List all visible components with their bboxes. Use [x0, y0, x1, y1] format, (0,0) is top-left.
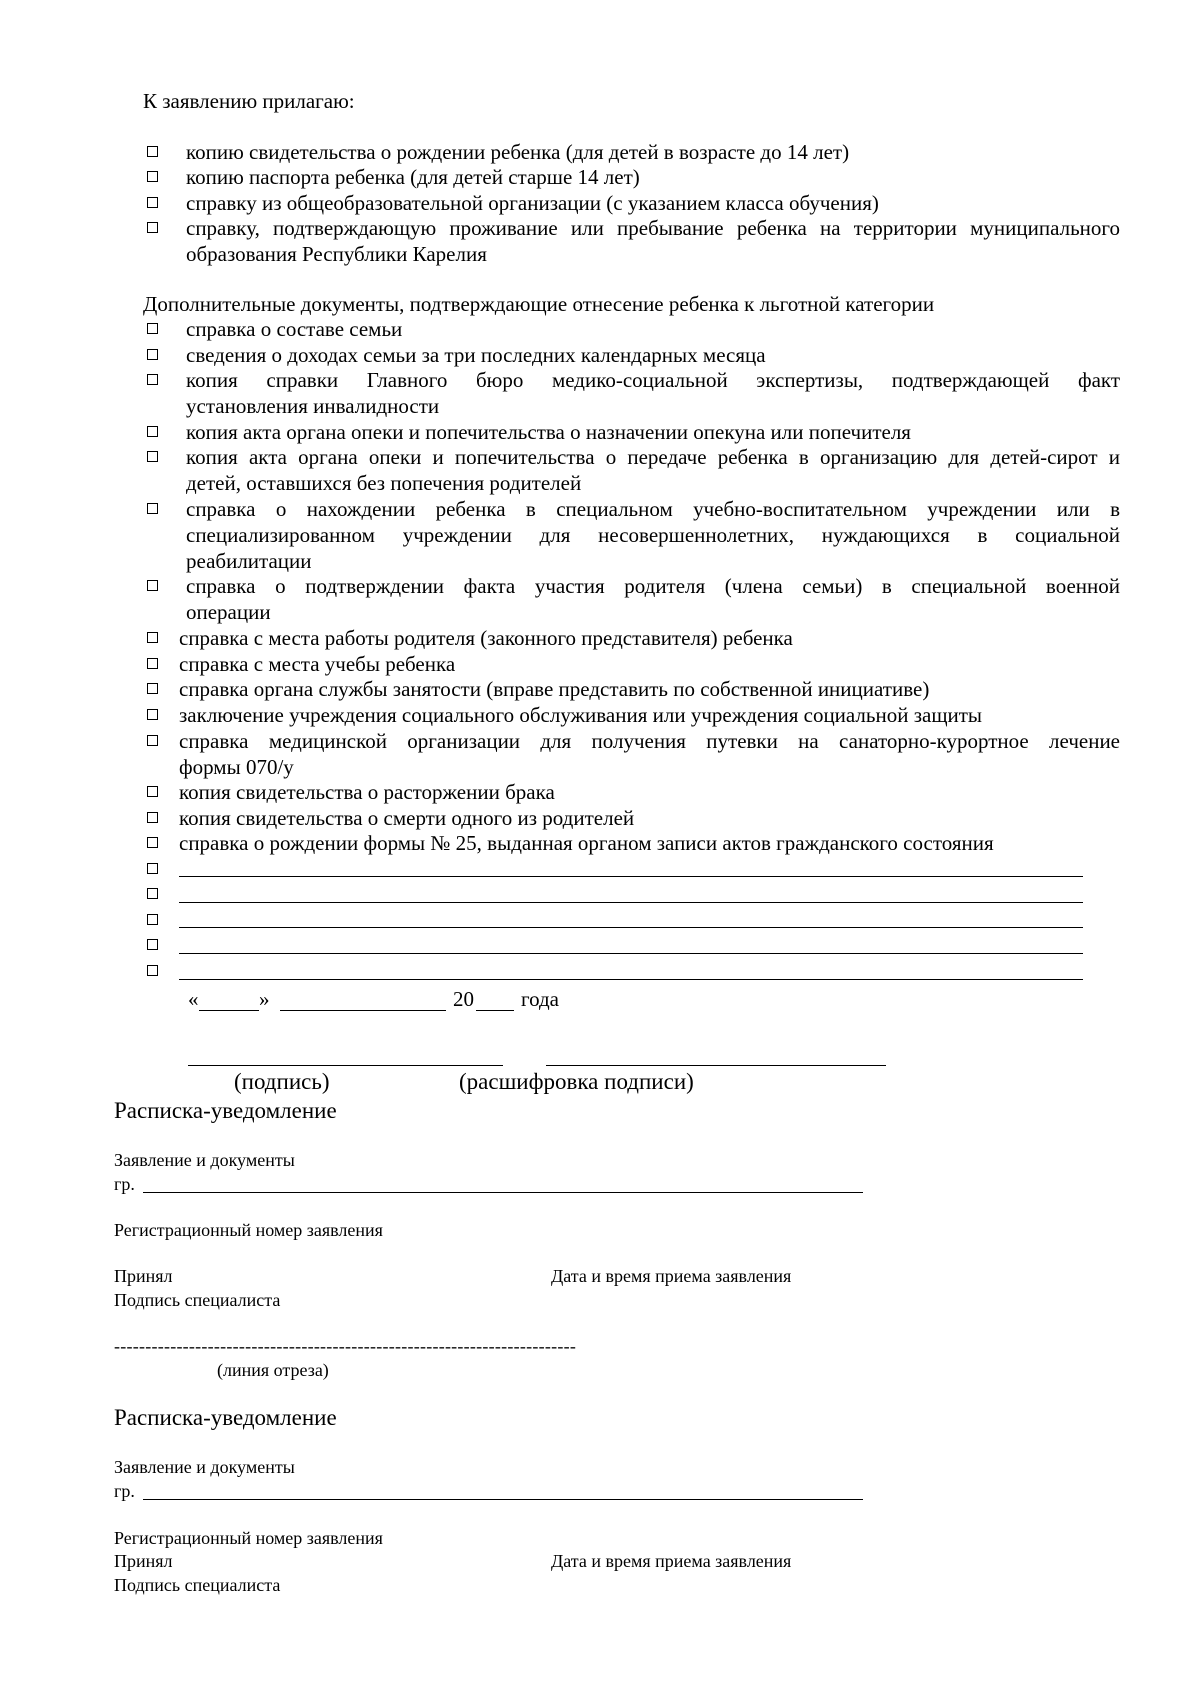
receipt2-accepted-label: Принял — [114, 1551, 173, 1571]
checkbox-parent-work[interactable] — [147, 632, 158, 643]
item-family-composition: справка о составе семьи — [186, 317, 403, 341]
item-family-income: сведения о доходах семьи за три последних календарных месяца — [186, 343, 766, 367]
item-military-operation-line2: операции — [186, 600, 271, 624]
item-military-operation-line1: справка о подтверждении факта участия родителя (члена семьи) в специальной военной — [186, 574, 1120, 598]
checkbox-death-certificate[interactable] — [147, 812, 158, 823]
blank-line-3[interactable] — [179, 927, 1083, 928]
date-close-quote: » — [259, 987, 270, 1011]
item-special-institution-line1: справка о нахождении ребенка в специальном учебно-воспитательном учреждении или в — [186, 497, 1120, 521]
item-orphan-transfer-act-line2: детей, оставшихся без попечения родителей — [186, 471, 582, 495]
item-residence-certificate-line1: справку, подтверждающую проживание или пребывание ребенка на территории муниципального — [186, 216, 1120, 240]
checkbox-blank-3[interactable] — [147, 914, 158, 925]
checkbox-medical-certificate[interactable] — [147, 735, 158, 746]
date-year-suffix: года — [521, 987, 559, 1011]
checkbox-family-composition[interactable] — [147, 323, 158, 334]
checkbox-blank-2[interactable] — [147, 888, 158, 899]
blank-line-1[interactable] — [179, 876, 1083, 877]
checkbox-blank-1[interactable] — [147, 863, 158, 874]
date-day-blank[interactable] — [199, 1010, 259, 1011]
receipt2-gr-label: гр. — [114, 1481, 135, 1501]
item-parent-work: справка с места работы родителя (законного представителя) ребенка — [179, 626, 793, 650]
blank-line-2[interactable] — [179, 902, 1083, 903]
item-medical-certificate-line1: справка медицинской организации для получения путевки на санаторно-курортное лечение — [179, 729, 1120, 753]
item-residence-certificate-line2: образования Республики Карелия — [186, 242, 487, 266]
receipt-docs-label: Заявление и документы — [114, 1150, 295, 1170]
item-orphan-transfer-act-line1: копия акта органа опеки и попечительства о передаче ребенка в организацию для детей-сирот и — [186, 445, 1120, 469]
item-child-study: справка с места учебы ребенка — [179, 652, 456, 676]
checkbox-birth-certificate[interactable] — [147, 146, 158, 157]
receipt2-docs-label: Заявление и документы — [114, 1457, 295, 1477]
item-employment-service: справка органа службы занятости (вправе представить по собственной инициативе) — [179, 677, 930, 701]
item-disability-certificate-line2: установления инвалидности — [186, 394, 440, 418]
date-month-blank[interactable] — [280, 1010, 446, 1011]
checkbox-child-study[interactable] — [147, 658, 158, 669]
checkbox-divorce-certificate[interactable] — [147, 786, 158, 797]
receipt2-datetime-label: Дата и время приема заявления — [551, 1551, 792, 1571]
checkbox-orphan-transfer-act[interactable] — [147, 451, 158, 462]
date-year-blank[interactable] — [476, 1010, 514, 1011]
checkbox-residence-certificate[interactable] — [147, 222, 158, 233]
checkbox-employment-service[interactable] — [147, 683, 158, 694]
item-special-institution-line2: специализированном учреждении для несовершеннолетних, нуждающихся в социальной — [186, 523, 1120, 547]
date-year-prefix: 20 — [453, 987, 474, 1011]
signature-line[interactable] — [188, 1065, 503, 1066]
item-birth-form-25: справка о рождении формы № 25, выданная органом записи актов гражданского состояния — [179, 831, 994, 855]
checkbox-passport[interactable] — [147, 171, 158, 182]
item-death-certificate: копия свидетельства о смерти одного из родителей — [179, 806, 635, 830]
signature-decode-label: (расшифровка подписи) — [459, 1069, 694, 1094]
item-birth-certificate: копию свидетельства о рождении ребенка (для детей в возрасте до 14 лет) — [186, 140, 850, 164]
checkbox-social-service-conclusion[interactable] — [147, 709, 158, 720]
receipt-title: Расписка-уведомление — [114, 1098, 337, 1123]
receipt-reg-label: Регистрационный номер заявления — [114, 1220, 383, 1240]
receipt2-gr-line[interactable] — [143, 1499, 863, 1500]
checkbox-blank-4[interactable] — [147, 939, 158, 950]
receipt2-specialist-label: Подпись специалиста — [114, 1575, 281, 1595]
receipt-datetime-label: Дата и время приема заявления — [551, 1266, 792, 1286]
item-school-certificate: справку из общеобразовательной организации (с указанием класса обучения) — [186, 191, 879, 215]
blank-line-4[interactable] — [179, 953, 1083, 954]
checkbox-special-institution[interactable] — [147, 503, 158, 514]
checkbox-family-income[interactable] — [147, 349, 158, 360]
item-social-service-conclusion: заключение учреждения социального обслуживания или учреждения социальной защиты — [179, 703, 983, 727]
item-passport: копию паспорта ребенка (для детей старше 14 лет) — [186, 165, 640, 189]
blank-line-5[interactable] — [179, 979, 1083, 980]
checkbox-disability-certificate[interactable] — [147, 374, 158, 385]
item-guardian-act: копия акта органа опеки и попечительства о назначении опекуна или попечителя — [186, 420, 911, 444]
receipt-gr-line[interactable] — [143, 1192, 863, 1193]
item-divorce-certificate: копия свидетельства о расторжении брака — [179, 780, 555, 804]
signature-decode-line[interactable] — [546, 1065, 886, 1066]
receipt-specialist-label: Подпись специалиста — [114, 1290, 281, 1310]
cut-line-label: (линия отреза) — [217, 1360, 329, 1380]
receipt2-title: Расписка-уведомление — [114, 1405, 337, 1430]
cut-line: -------------------------------------------------------------------------- — [114, 1336, 577, 1356]
receipt-gr-label: гр. — [114, 1174, 135, 1194]
signature-label: (подпись) — [234, 1069, 330, 1094]
additional-heading: Дополнительные документы, подтверждающие отнесение ребенка к льготной категории — [143, 292, 935, 316]
item-disability-certificate-line1: копия справки Главного бюро медико-социальной экспертизы, подтверждающей факт — [186, 368, 1120, 392]
attachments-heading: К заявлению прилагаю: — [143, 89, 355, 113]
checkbox-military-operation[interactable] — [147, 580, 158, 591]
checkbox-blank-5[interactable] — [147, 965, 158, 976]
date-open-quote: « — [188, 987, 199, 1011]
receipt-accepted-label: Принял — [114, 1266, 173, 1286]
checkbox-guardian-act[interactable] — [147, 426, 158, 437]
item-medical-certificate-line2: формы 070/у — [179, 755, 294, 779]
checkbox-birth-form-25[interactable] — [147, 837, 158, 848]
receipt2-reg-label: Регистрационный номер заявления — [114, 1528, 383, 1548]
checkbox-school-certificate[interactable] — [147, 197, 158, 208]
item-special-institution-line3: реабилитации — [186, 549, 312, 573]
